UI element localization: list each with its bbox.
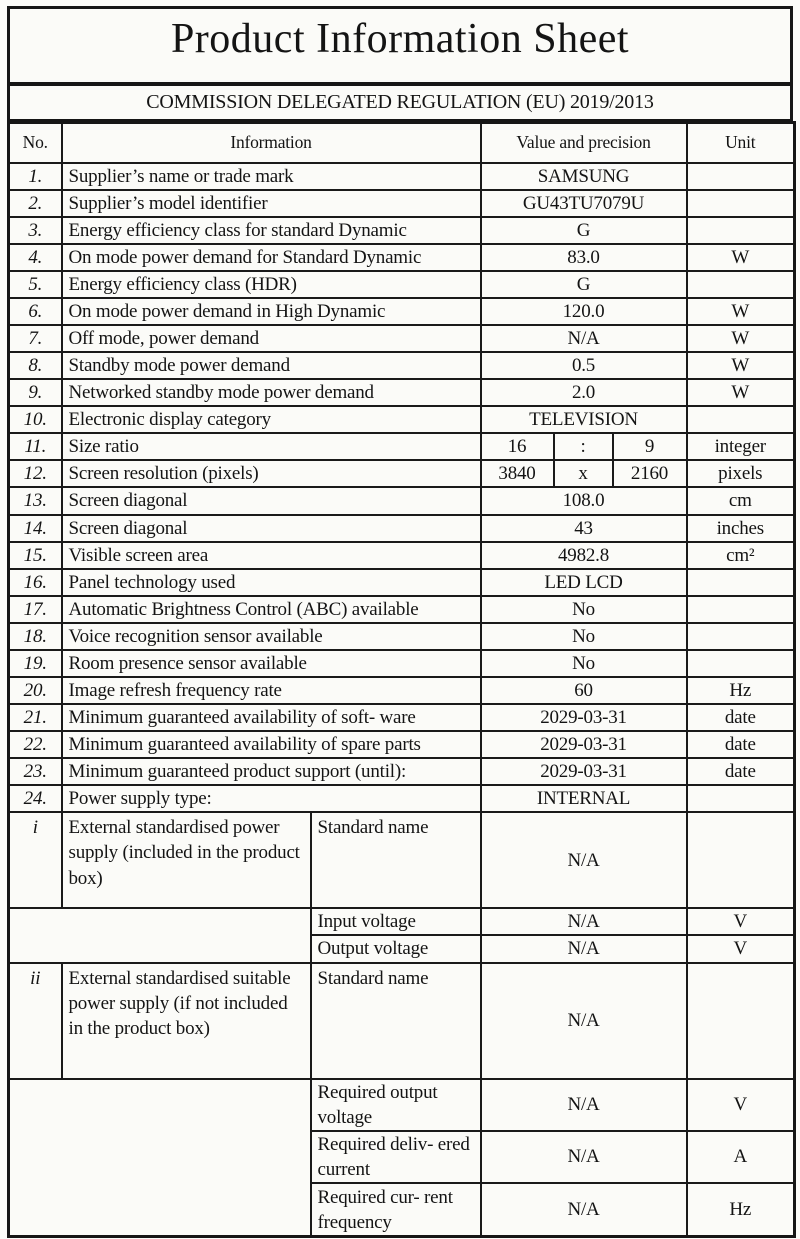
table-row xyxy=(9,623,795,650)
row-info-label-cell: External standardised power supply (included in the product box) xyxy=(62,812,311,908)
row-unit-cell: date xyxy=(687,731,795,758)
row-no-cell: 12. xyxy=(9,460,62,487)
row-unit-cell: date xyxy=(687,704,795,731)
row-value-cell: N/A xyxy=(481,935,687,962)
row-no-cell: 16. xyxy=(9,569,62,596)
row-no-cell: 7. xyxy=(9,325,62,352)
row-value-cell: N/A xyxy=(481,963,687,1079)
row-no-cell: 4. xyxy=(9,244,62,271)
product-info-table xyxy=(7,121,796,1238)
table-row xyxy=(9,677,795,704)
row-info-field-cell: Required cur- rent frequency xyxy=(311,1183,481,1237)
row-value-cell: No xyxy=(481,596,687,623)
row-info-cell: Energy efficiency class for standard Dynamic xyxy=(62,217,481,244)
col-header-unit: Unit xyxy=(687,123,795,163)
row-value-a-cell: 16 xyxy=(481,433,554,460)
row-unit-cell xyxy=(687,271,795,298)
row-info-cell: Off mode, power demand xyxy=(62,325,481,352)
row-info-field-cell: Standard name xyxy=(311,963,481,1079)
row-value-a-cell: 3840 xyxy=(481,460,554,487)
row-value-cell: INTERNAL xyxy=(481,785,687,812)
row-no-cell: 17. xyxy=(9,596,62,623)
row-value-cell: SAMSUNG xyxy=(481,163,687,190)
col-header-information: Information xyxy=(62,123,481,163)
row-unit-cell: cm² xyxy=(687,542,795,569)
empty-cell xyxy=(9,1079,311,1237)
row-value-cell: 2029-03-31 xyxy=(481,731,687,758)
row-info-label-cell: External standardised suitable power supply (if not included in the product box) xyxy=(62,963,311,1079)
row-unit-cell xyxy=(687,190,795,217)
row-no-cell: 11. xyxy=(9,433,62,460)
row-no-cell: 23. xyxy=(9,758,62,785)
row-value-cell: 108.0 xyxy=(481,487,687,514)
row-info-field-cell: Required output voltage xyxy=(311,1079,481,1131)
row-value-sep-cell: : xyxy=(554,433,613,460)
row-value-cell: 2.0 xyxy=(481,379,687,406)
row-no-cell: 8. xyxy=(9,352,62,379)
table-row xyxy=(9,785,795,812)
page-title: Product Information Sheet xyxy=(170,15,630,62)
row-info-field-cell: Standard name xyxy=(311,812,481,908)
row-no-cell: 2. xyxy=(9,190,62,217)
row-unit-cell: A xyxy=(687,1131,795,1183)
regulation-subtitle: COMMISSION DELEGATED REGULATION (EU) 2019/2013 xyxy=(146,91,654,113)
row-no-cell: 20. xyxy=(9,677,62,704)
row-info-cell: Voice recognition sensor available xyxy=(62,623,481,650)
row-value-cell: 0.5 xyxy=(481,352,687,379)
row-value-cell: 83.0 xyxy=(481,244,687,271)
row-info-field-cell: Required deliv- ered current xyxy=(311,1131,481,1183)
col-header-no: No. xyxy=(9,123,62,163)
regulation-subtitle-bar xyxy=(7,84,793,121)
row-unit-cell xyxy=(687,623,795,650)
row-info-cell: Minimum guaranteed availability of spare parts xyxy=(62,731,481,758)
row-unit-cell xyxy=(687,812,795,908)
table-row xyxy=(9,163,795,190)
row-unit-cell xyxy=(687,217,795,244)
row-unit-cell: inches xyxy=(687,515,795,542)
product-information-sheet xyxy=(7,6,793,1238)
row-no-cell: 14. xyxy=(9,515,62,542)
row-info-cell: Power supply type: xyxy=(62,785,481,812)
row-unit-cell xyxy=(687,406,795,433)
table-row xyxy=(9,515,795,542)
row-value-cell: 120.0 xyxy=(481,298,687,325)
table-row xyxy=(9,704,795,731)
row-info-cell: Minimum guaranteed product support (until): xyxy=(62,758,481,785)
table-row xyxy=(9,487,795,514)
row-value-cell: No xyxy=(481,650,687,677)
table-header-row xyxy=(9,123,795,163)
row-unit-cell: W xyxy=(687,352,795,379)
row-no-cell: 9. xyxy=(9,379,62,406)
table-row xyxy=(9,271,795,298)
row-unit-cell: W xyxy=(687,325,795,352)
row-value-c-cell: 9 xyxy=(613,433,687,460)
table-row-input-voltage xyxy=(9,908,795,935)
row-unit-cell xyxy=(687,785,795,812)
row-value-cell: 43 xyxy=(481,515,687,542)
row-info-cell: Visible screen area xyxy=(62,542,481,569)
row-no-cell: 10. xyxy=(9,406,62,433)
row-info-cell: Screen diagonal xyxy=(62,487,481,514)
row-no-cell: 24. xyxy=(9,785,62,812)
row-no-cell: 22. xyxy=(9,731,62,758)
row-info-cell: Image refresh frequency rate xyxy=(62,677,481,704)
row-info-cell: Standby mode power demand xyxy=(62,352,481,379)
row-info-cell: Screen diagonal xyxy=(62,515,481,542)
row-value-cell: 2029-03-31 xyxy=(481,758,687,785)
row-info-cell: Energy efficiency class (HDR) xyxy=(62,271,481,298)
table-row xyxy=(9,325,795,352)
table-row-size-ratio xyxy=(9,433,795,460)
row-info-cell: Room presence sensor available xyxy=(62,650,481,677)
row-unit-cell xyxy=(687,163,795,190)
row-unit-cell: Hz xyxy=(687,677,795,704)
table-row xyxy=(9,758,795,785)
row-no-cell: 3. xyxy=(9,217,62,244)
row-no-cell: 6. xyxy=(9,298,62,325)
row-value-cell: N/A xyxy=(481,1183,687,1237)
table-row xyxy=(9,406,795,433)
row-no-cell: 1. xyxy=(9,163,62,190)
row-value-c-cell: 2160 xyxy=(613,460,687,487)
table-row xyxy=(9,298,795,325)
row-value-cell: N/A xyxy=(481,812,687,908)
row-value-cell: LED LCD xyxy=(481,569,687,596)
title-box xyxy=(7,6,793,84)
row-unit-cell: V xyxy=(687,908,795,935)
row-unit-cell: W xyxy=(687,244,795,271)
table-row xyxy=(9,569,795,596)
row-info-cell: Minimum guaranteed availability of soft- ware xyxy=(62,704,481,731)
row-no-cell: 13. xyxy=(9,487,62,514)
row-unit-cell xyxy=(687,596,795,623)
row-info-cell: Automatic Brightness Control (ABC) available xyxy=(62,596,481,623)
row-unit-cell xyxy=(687,650,795,677)
row-value-cell: TELEVISION xyxy=(481,406,687,433)
empty-cell xyxy=(9,908,311,962)
row-info-cell: Panel technology used xyxy=(62,569,481,596)
col-header-value: Value and precision xyxy=(481,123,687,163)
row-value-cell: N/A xyxy=(481,325,687,352)
table-row-ext-psu-included xyxy=(9,812,795,908)
row-value-cell: 60 xyxy=(481,677,687,704)
row-unit-cell xyxy=(687,963,795,1079)
table-row-required-output-voltage xyxy=(9,1079,795,1131)
row-info-cell: On mode power demand for Standard Dynamic xyxy=(62,244,481,271)
row-value-cell: G xyxy=(481,217,687,244)
row-info-cell: Networked standby mode power demand xyxy=(62,379,481,406)
row-unit-cell: W xyxy=(687,379,795,406)
table-row xyxy=(9,650,795,677)
row-unit-cell: V xyxy=(687,1079,795,1131)
row-unit-cell: V xyxy=(687,935,795,962)
row-unit-cell: Hz xyxy=(687,1183,795,1237)
row-value-cell: N/A xyxy=(481,1079,687,1131)
row-no-cell: 15. xyxy=(9,542,62,569)
row-unit-cell: cm xyxy=(687,487,795,514)
table-row xyxy=(9,731,795,758)
row-info-cell: On mode power demand in High Dynamic xyxy=(62,298,481,325)
row-unit-cell xyxy=(687,569,795,596)
row-no-cell: ii xyxy=(9,963,62,1079)
row-value-cell: GU43TU7079U xyxy=(481,190,687,217)
row-no-cell: i xyxy=(9,812,62,908)
row-no-cell: 5. xyxy=(9,271,62,298)
row-value-sep-cell: x xyxy=(554,460,613,487)
row-unit-cell: W xyxy=(687,298,795,325)
row-info-field-cell: Output voltage xyxy=(311,935,481,962)
table-row xyxy=(9,596,795,623)
row-value-cell: 4982.8 xyxy=(481,542,687,569)
row-value-cell: 2029-03-31 xyxy=(481,704,687,731)
row-info-cell: Size ratio xyxy=(62,433,481,460)
table-row-resolution xyxy=(9,460,795,487)
row-info-cell: Supplier’s name or trade mark xyxy=(62,163,481,190)
row-value-cell: N/A xyxy=(481,908,687,935)
row-info-field-cell: Input voltage xyxy=(311,908,481,935)
row-info-cell: Supplier’s model identifier xyxy=(62,190,481,217)
row-info-cell: Electronic display category xyxy=(62,406,481,433)
row-info-cell: Screen resolution (pixels) xyxy=(62,460,481,487)
table-row xyxy=(9,352,795,379)
row-value-cell: N/A xyxy=(481,1131,687,1183)
table-row-ext-psu-suitable xyxy=(9,963,795,1079)
row-no-cell: 21. xyxy=(9,704,62,731)
row-no-cell: 19. xyxy=(9,650,62,677)
row-value-cell: G xyxy=(481,271,687,298)
row-unit-cell: date xyxy=(687,758,795,785)
table-row xyxy=(9,217,795,244)
table-row xyxy=(9,190,795,217)
row-unit-cell: pixels xyxy=(687,460,795,487)
row-value-cell: No xyxy=(481,623,687,650)
row-no-cell: 18. xyxy=(9,623,62,650)
table-row xyxy=(9,244,795,271)
table-row xyxy=(9,379,795,406)
table-row xyxy=(9,542,795,569)
row-unit-cell: integer xyxy=(687,433,795,460)
